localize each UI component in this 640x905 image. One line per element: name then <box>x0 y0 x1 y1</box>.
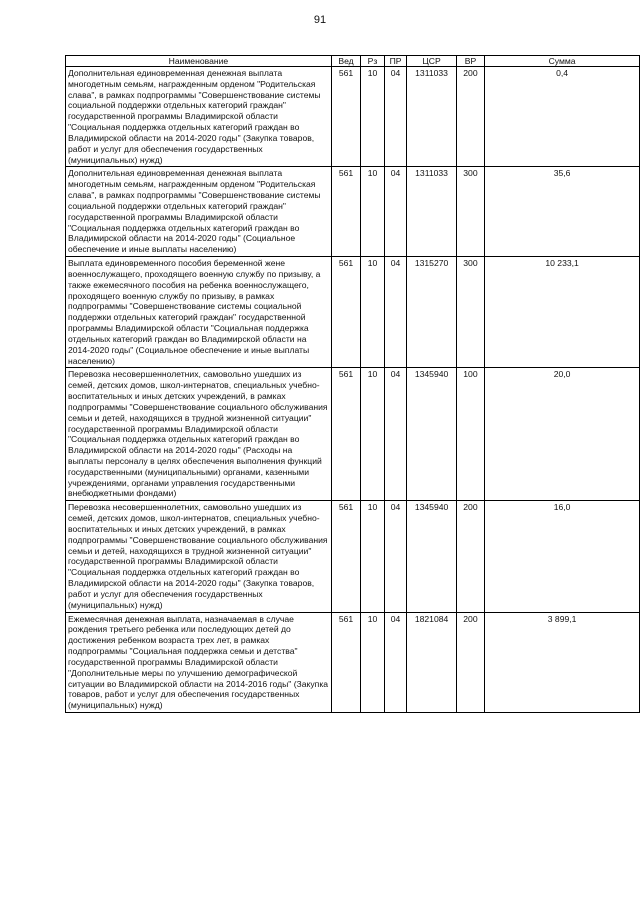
row-vr: 100 <box>456 368 484 501</box>
header-name: Наименование <box>66 56 332 67</box>
row-ved: 561 <box>331 368 360 501</box>
header-pr: ПР <box>384 56 407 67</box>
row-name: Дополнительная единовременная денежная выплата многодетным семьям, награжденным орденом "Родительская слава", в рамках подпрограммы "Совершенствование системы социальной поддержки отдельных категорий граждан" государственной программы Владимирской области "Социальная поддержка отдельных категорий граждан во Владимирской области на 2014-2020 годы" (Социальное обеспечение и иные выплаты населению) <box>66 167 332 257</box>
row-name: Выплата единовременного пособия беременной жене военнослужащего, проходящего военную службу по призыву, а также ежемесячного пособия на ребенка военнослужащего, проходящего военную службу по призыву, в рамках подпрограммы "Совершенствование системы социальной поддержки отдельных категорий граждан" государственной программы Владимирской области "Социальная поддержка отдельных категорий граждан во Владимирской области на 2014-2020 годы" (Социальное обеспечение и иные выплаты населению) <box>66 257 332 368</box>
row-sum: 3 899,1 <box>485 612 640 712</box>
row-rz: 10 <box>361 67 384 167</box>
row-csr: 1821084 <box>407 612 456 712</box>
row-name: Дополнительная единовременная денежная выплата многодетным семьям, награжденным орденом "Родительская слава", в рамках подпрограммы "Совершенствование системы социальной поддержки отдельных категорий граждан" государственной программы Владимирской области "Социальная поддержка отдельных категорий граждан во Владимирской области на 2014-2020 годы" (Закупка товаров, работ и услуг для обеспечения государственных (муниципальных) нужд) <box>66 67 332 167</box>
row-csr: 1311033 <box>407 167 456 257</box>
table-row <box>66 67 640 167</box>
row-vr: 300 <box>456 167 484 257</box>
table-row <box>66 368 640 501</box>
row-ved: 561 <box>331 167 360 257</box>
header-csr: ЦСР <box>407 56 456 67</box>
row-ved: 561 <box>331 67 360 167</box>
row-pr: 04 <box>384 67 407 167</box>
row-vr: 300 <box>456 257 484 368</box>
row-pr: 04 <box>384 501 407 612</box>
table-row <box>66 501 640 612</box>
table-row <box>66 167 640 257</box>
row-sum: 16,0 <box>485 501 640 612</box>
row-vr: 200 <box>456 67 484 167</box>
row-csr: 1345940 <box>407 501 456 612</box>
row-csr: 1345940 <box>407 368 456 501</box>
row-name: Перевозка несовершеннолетних, самовольно ушедших из семей, детских домов, школ-интернатов, специальных учебно-воспитательных и иных детских учреждений, в рамках подпрограммы "Совершенствование социального обслуживания семьи и детей, находящихся в трудной жизненной ситуации" государственной программы Владимирской области "Социальная поддержка отдельных категорий граждан во Владимирской области на 2014-2020 годы" (Расходы на выплаты персоналу в целях обеспечения выполнения функций государственными (муниципальными) органами, казенными учреждениями, органами управления государственными внебюджетными фондами) <box>66 368 332 501</box>
row-rz: 10 <box>361 612 384 712</box>
row-pr: 04 <box>384 612 407 712</box>
table-row <box>66 612 640 712</box>
row-sum: 0,4 <box>485 67 640 167</box>
row-name: Ежемесячная денежная выплата, назначаемая в случае рождения третьего ребенка или последующих детей до достижения ребенком возраста трех лет, в рамках подпрограммы "Социальная поддержка семьи и детства" государственной программы Владимирской области "Дополнительные меры по улучшению демографической ситуации во Владимирской области на 2014-2016 годы" (Закупка товаров, работ и услуг для обеспечения государственных (муниципальных) нужд) <box>66 612 332 712</box>
row-ved: 561 <box>331 257 360 368</box>
row-csr: 1311033 <box>407 67 456 167</box>
row-name: Перевозка несовершеннолетних, самовольно ушедших из семей, детских домов, школ-интернатов, специальных учебно-воспитательных и иных детских учреждений, в рамках подпрограммы "Совершенствование социального обслуживания семьи и детей, находящихся в трудной жизненной ситуации" государственной программы Владимирской области "Социальная поддержка отдельных категорий граждан во Владимирской области на 2014-2020 годы" (Закупка товаров, работ и услуг для обеспечения государственных (муниципальных) нужд) <box>66 501 332 612</box>
row-sum: 20,0 <box>485 368 640 501</box>
row-rz: 10 <box>361 257 384 368</box>
header-ved: Вед <box>331 56 360 67</box>
table-header-row <box>66 56 640 67</box>
row-vr: 200 <box>456 501 484 612</box>
header-sum: Сумма <box>485 56 640 67</box>
row-pr: 04 <box>384 257 407 368</box>
row-ved: 561 <box>331 501 360 612</box>
row-rz: 10 <box>361 167 384 257</box>
row-sum: 10 233,1 <box>485 257 640 368</box>
row-sum: 35,6 <box>485 167 640 257</box>
row-rz: 10 <box>361 501 384 612</box>
row-pr: 04 <box>384 167 407 257</box>
row-rz: 10 <box>361 368 384 501</box>
table-row <box>66 257 640 368</box>
row-pr: 04 <box>384 368 407 501</box>
row-csr: 1315270 <box>407 257 456 368</box>
header-vr: ВР <box>456 56 484 67</box>
page-number: 91 <box>313 14 327 26</box>
row-vr: 200 <box>456 612 484 712</box>
row-ved: 561 <box>331 612 360 712</box>
header-rz: Рз <box>361 56 384 67</box>
budget-table <box>65 55 640 713</box>
